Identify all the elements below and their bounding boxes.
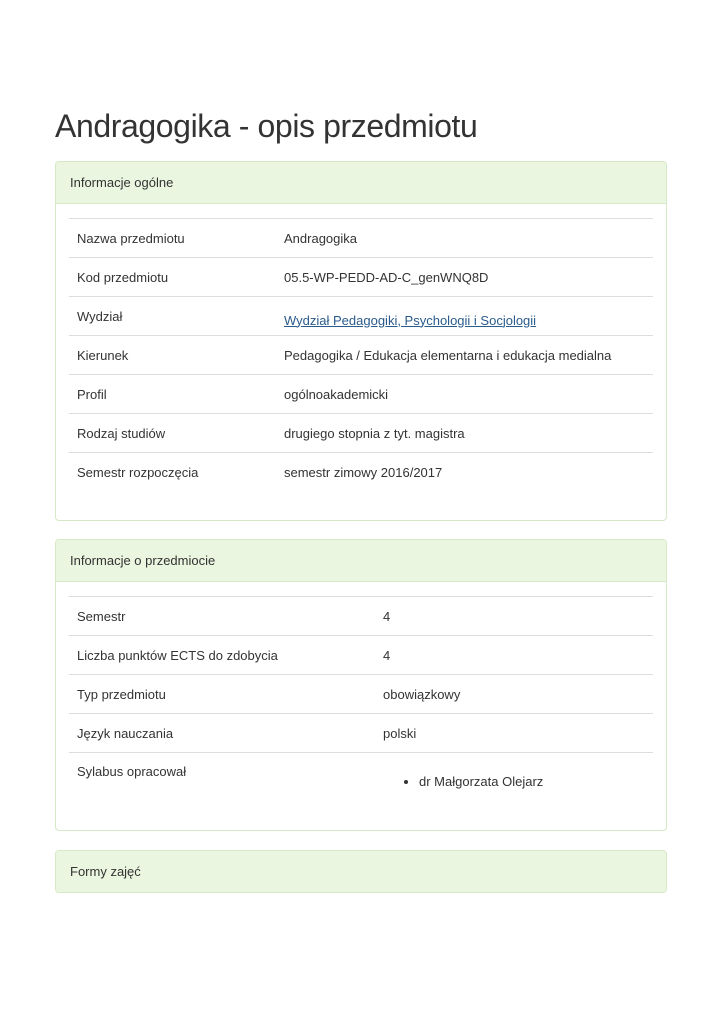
table-row [69, 636, 653, 675]
row-value: semestr zimowy 2016/2017 [276, 453, 653, 492]
page-title: Andragogika - opis przedmiotu [55, 108, 478, 144]
table-row [69, 375, 653, 414]
row-label: Profil [69, 375, 276, 414]
row-value: Andragogika [276, 219, 653, 258]
general-info-heading: Informacje ogólne [56, 162, 666, 204]
row-label: Wydział [69, 297, 276, 336]
table-row [69, 297, 653, 336]
row-label: Semestr rozpoczęcia [69, 453, 276, 492]
class-forms-panel [55, 850, 667, 893]
row-value: 4 [375, 636, 653, 675]
row-value: 4 [375, 597, 653, 636]
faculty-link[interactable]: Wydział Pedagogiki, Psychologii i Socjologii [284, 312, 537, 328]
subject-info-table [69, 596, 653, 802]
row-label: Liczba punktów ECTS do zdobycia [69, 636, 375, 675]
table-row [69, 597, 653, 636]
row-label: Kod przedmiotu [69, 258, 276, 297]
table-row [69, 453, 653, 492]
row-label: Nazwa przedmiotu [69, 219, 276, 258]
row-value: polski [375, 714, 653, 753]
author-list [383, 760, 645, 796]
general-info-table [69, 218, 653, 491]
table-row [69, 714, 653, 753]
table-row [69, 753, 653, 803]
row-value: ogólnoakademicki [276, 375, 653, 414]
row-value: obowiązkowy [375, 675, 653, 714]
row-label: Kierunek [69, 336, 276, 375]
table-row [69, 336, 653, 375]
general-info-body [56, 204, 666, 491]
row-label: Język nauczania [69, 714, 375, 753]
general-info-panel [55, 161, 667, 521]
row-value: drugiego stopnia z tyt. magistra [276, 414, 653, 453]
row-label: Typ przedmiotu [69, 675, 375, 714]
subject-info-heading: Informacje o przedmiocie [56, 540, 666, 582]
table-row [69, 219, 653, 258]
class-forms-heading: Formy zajęć [56, 851, 666, 893]
row-label: Sylabus opracował [69, 753, 375, 803]
row-label: Rodzaj studiów [69, 414, 276, 453]
table-row [69, 258, 653, 297]
row-label: Semestr [69, 597, 375, 636]
row-value: Pedagogika / Edukacja elementarna i edukacja medialna [276, 336, 653, 375]
table-row [69, 414, 653, 453]
row-value [276, 297, 653, 336]
row-value [375, 753, 653, 803]
table-row [69, 675, 653, 714]
subject-info-body [56, 582, 666, 802]
subject-info-panel [55, 539, 667, 831]
row-value: 05.5-WP-PEDD-AD-C_genWNQ8D [276, 258, 653, 297]
list-item: • dr Małgorzata Olejarz [419, 768, 645, 796]
